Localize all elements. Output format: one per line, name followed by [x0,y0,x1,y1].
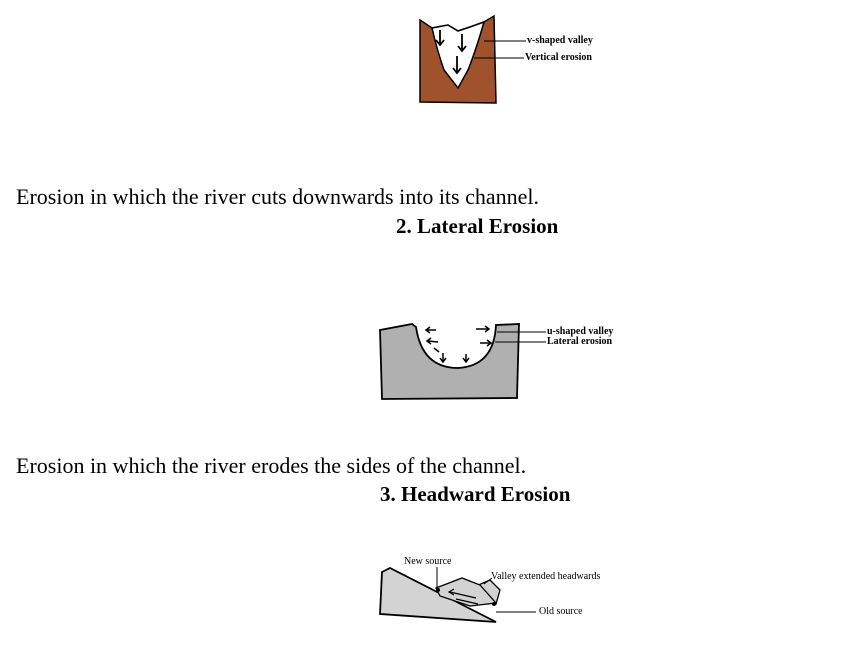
old-source-marker [492,602,496,606]
u-valley-label: u-shaped valley [547,326,614,337]
lateral-erosion-heading: 2. Lateral Erosion [396,214,559,238]
new-source-marker [436,588,440,592]
valley-extended-label: Valley extended headwards [491,571,601,582]
new-source-label: New source [404,556,452,567]
lateral-erosion-label: Lateral erosion [547,336,613,347]
vertical-erosion-description: Erosion in which the river cuts downwards into its channel. [16,184,540,209]
lateral-erosion-description: Erosion in which the river erodes the sides of the channel. [16,453,527,478]
v-valley-label: v-shaped valley [527,35,593,46]
old-source-label: Old source [539,606,583,617]
headward-erosion-heading: 3. Headward Erosion [380,482,571,506]
vertical-erosion-label: Vertical erosion [525,52,592,63]
